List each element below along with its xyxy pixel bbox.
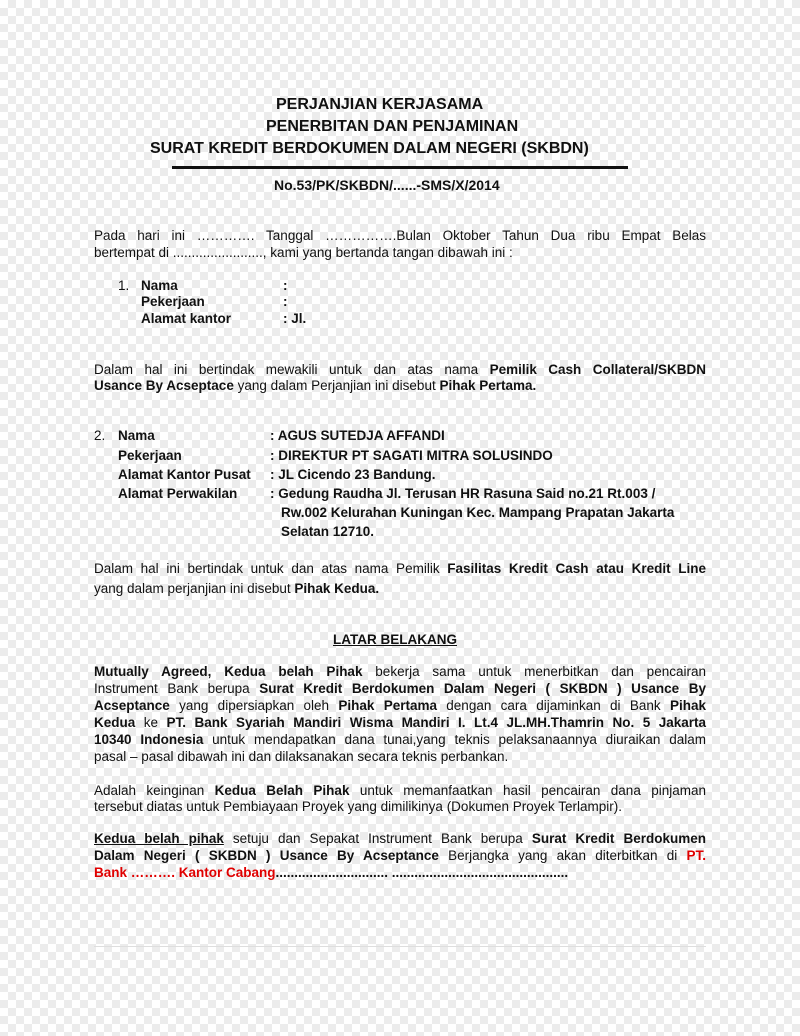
- bg-p1-line-6: pasal – pasal dibawah ini dan dilaksanakan secara teknis perbankan.: [94, 749, 509, 764]
- party-1-number: 1.: [118, 278, 130, 293]
- party-1-label-name: Nama: [141, 278, 178, 293]
- party-2-address-line-2: Rw.002 Kelurahan Kuningan Kec. Mampang Prapatan Jakarta: [281, 505, 675, 520]
- bg-p1-line-3: Acseptance yang dipersiapkan oleh Pihak Pertama dengan cara dijaminkan di Bank Pihak: [94, 698, 706, 713]
- party-1-desc-line-2: Usance By Acseptace yang dalam Perjanjian ini disebut Pihak Pertama.: [94, 378, 537, 393]
- title-line-3: SURAT KREDIT BERDOKUMEN DALAM NEGERI (SKBDN): [150, 140, 589, 157]
- intro-line-1: Pada hari ini …………. Tanggal …………….Bulan Oktober Tahun Dua ribu Empat Belas: [94, 228, 706, 243]
- party-1-value-office: : Jl.: [283, 311, 307, 326]
- section-heading-background: LATAR BELAKANG: [333, 632, 457, 647]
- party-1-label-office: Alamat kantor: [141, 311, 232, 326]
- party-2-label-job: Pekerjaan: [118, 448, 182, 463]
- bg-p2-line-2: tersebut diatas untuk Pembiayaan Proyek yang dimilikinya (Dokumen Proyek Terlampir).: [94, 799, 622, 814]
- party-1-value-name: :: [283, 278, 288, 293]
- footer-divider: [94, 946, 706, 947]
- party-1-label-job: Pekerjaan: [141, 294, 205, 309]
- bg-p3-line-1: Kedua belah pihak setuju dan Sepakat Instrument Bank berupa Surat Kredit Berdokumen: [94, 831, 706, 846]
- party-2-label-branch-office: Alamat Perwakilan: [118, 486, 238, 501]
- bg-p1-line-1: Mutually Agreed, Kedua belah Pihak bekerja sama untuk menerbitkan dan pencairan: [94, 664, 706, 679]
- party-2-desc-line-1: Dalam hal ini bertindak untuk dan atas nama Pemilik Fasilitas Kredit Cash atau Kredit Line: [94, 561, 706, 576]
- bg-p1-line-5: 10340 Indonesia untuk mendapatkan dana tunai,yang teknis pelaksanaannya diuraikan dalam: [94, 732, 706, 747]
- party-2-address-line-3: Selatan 12710.: [281, 524, 375, 539]
- party-2-value-head-office: : JL Cicendo 23 Bandung.: [270, 467, 436, 482]
- bg-p1-line-2: Instrument Bank berupa Surat Kredit Berdokumen Dalam Negeri ( SKBDN ) Usance By: [94, 681, 706, 696]
- party-2-number: 2.: [94, 428, 106, 443]
- party-2-value-branch-office: : Gedung Raudha Jl. Terusan HR Rasuna Said no.21 Rt.003 /: [270, 486, 656, 501]
- title-line-1: PERJANJIAN KERJASAMA: [276, 96, 484, 113]
- title-divider: [172, 166, 628, 169]
- party-2-label-name: Nama: [118, 428, 155, 443]
- intro-line-2: bertempat di ........................, kami yang bertanda tangan dibawah ini :: [94, 245, 513, 260]
- party-2-desc-line-2: yang dalam perjanjian ini disebut Pihak Kedua.: [94, 581, 380, 596]
- party-1-desc-line-1: Dalam hal ini bertindak mewakili untuk dan atas nama Pemilik Cash Collateral/SKBDN: [94, 362, 706, 377]
- document-number: No.53/PK/SKBDN/......-SMS/X/2014: [274, 177, 500, 193]
- bg-p3-line-2: Dalam Negeri ( SKBDN ) Usance By Acseptance Berjangka yang akan diterbitkan di PT.: [94, 848, 707, 863]
- bg-p3-line-3: Bank ………. Kantor Cabang.............................. ...............................................: [94, 865, 569, 880]
- title-line-2: PENERBITAN DAN PENJAMINAN: [266, 118, 519, 135]
- bg-p1-line-4: Kedua ke PT. Bank Syariah Mandiri Wisma Mandiri I. Lt.4 JL.MH.Thamrin No. 5 Jakarta: [94, 715, 706, 730]
- party-2-value-name: : AGUS SUTEDJA AFFANDI: [270, 428, 445, 443]
- bg-p2-line-1: Adalah keinginan Kedua Belah Pihak untuk memanfaatkan hasil pencairan dana pinjaman: [94, 783, 706, 798]
- party-2-value-job: : DIREKTUR PT SAGATI MITRA SOLUSINDO: [270, 448, 553, 463]
- party-2-label-head-office: Alamat Kantor Pusat: [118, 467, 251, 482]
- party-1-value-job: :: [283, 294, 288, 309]
